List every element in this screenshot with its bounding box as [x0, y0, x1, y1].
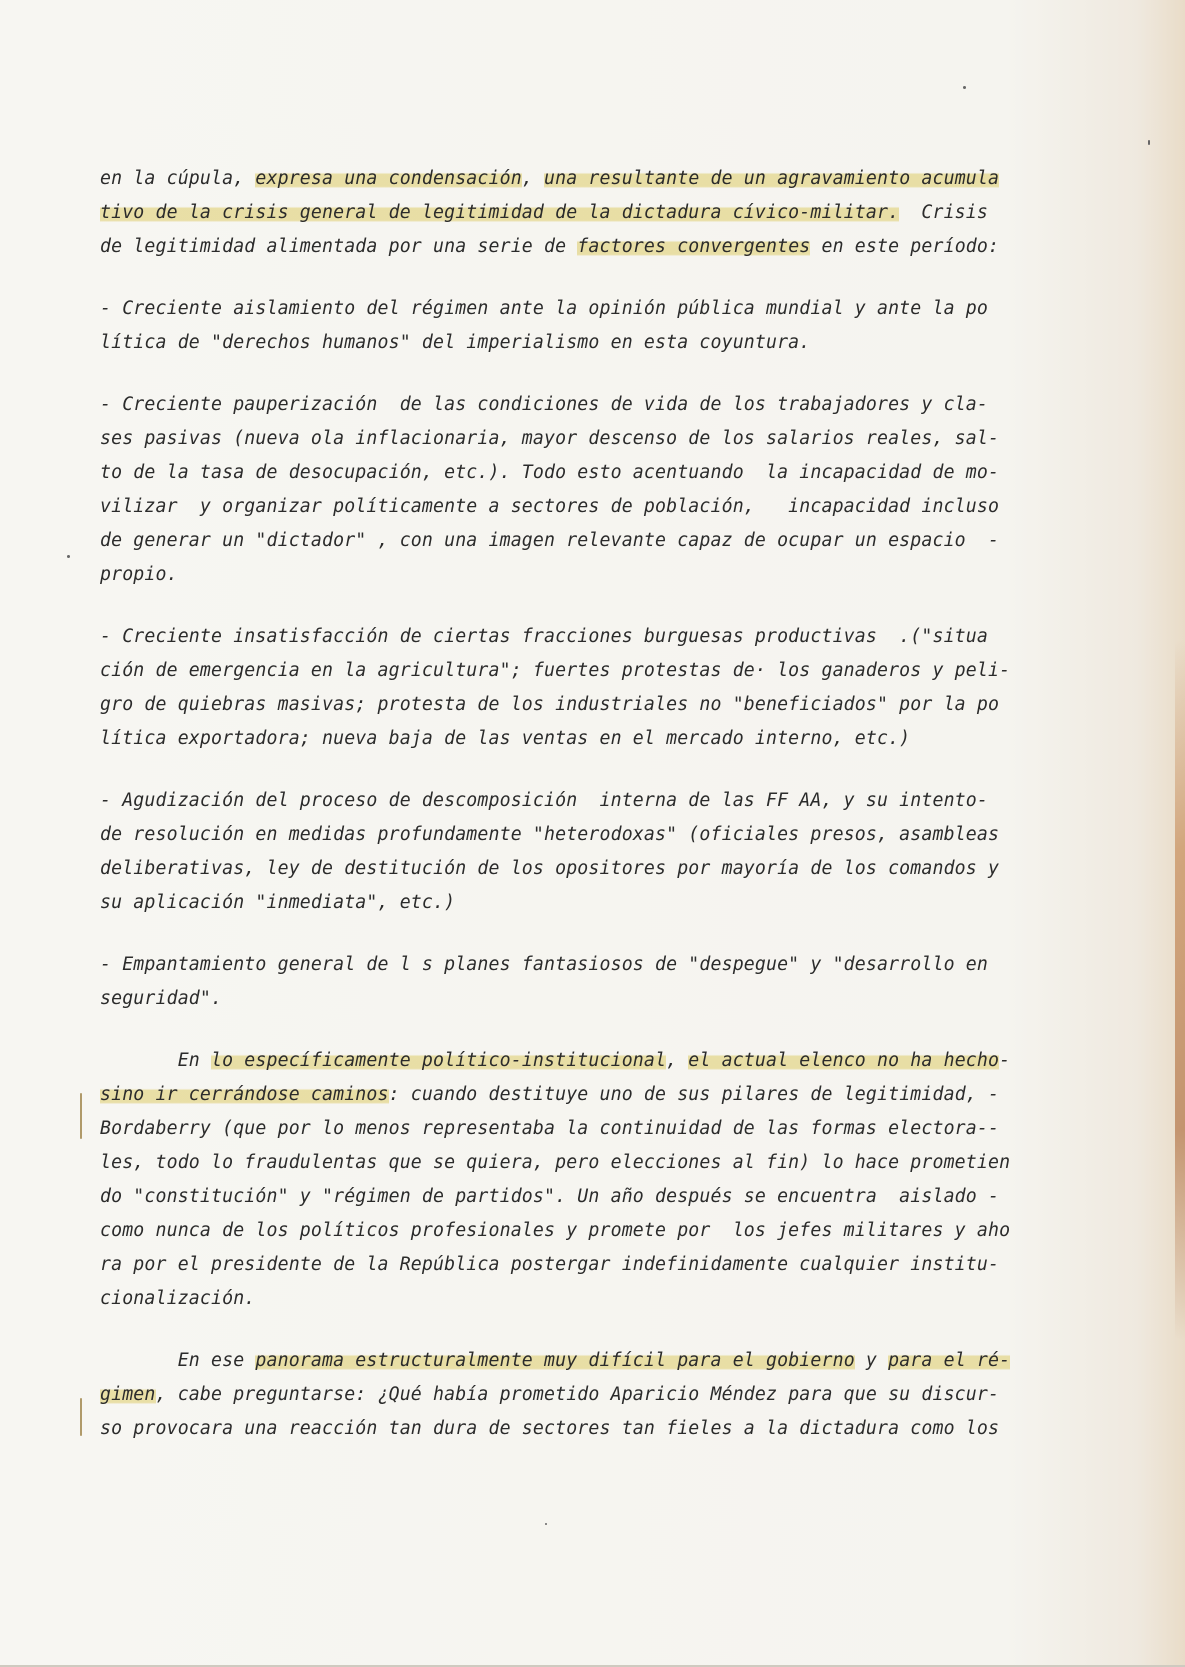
text-segment: - Creciente pauperización de las condiciones de vida de los trabajadores y cla- [100, 394, 988, 415]
text-line [100, 784, 1040, 818]
speck [67, 555, 70, 558]
highlighted-text: lo específicamente político-institucional [211, 1050, 667, 1071]
highlighted-text: para el ré- [888, 1350, 1011, 1371]
text-line [100, 388, 1040, 422]
text-segment: - Creciente insatisfacción de ciertas fracciones burguesas productivas .("situa [100, 626, 988, 647]
text-line [100, 818, 1040, 852]
text-segment: ra por el presidente de la República postergar indefinidamente cualquier institu- [100, 1254, 1000, 1275]
text-line [100, 196, 1040, 230]
text-segment: en la cúpula, [100, 168, 256, 189]
paragraph-gap [100, 264, 1040, 292]
paragraph-gap [100, 756, 1040, 784]
text-segment: to de la tasa de desocupación, etc.). Todo esto acentuando la incapacidad de mo- [100, 462, 1000, 483]
speck [545, 1523, 547, 1525]
text-segment: ses pasivas (nueva ola inflacionaria, mayor descenso de los salarios reales, sal- [100, 428, 1000, 449]
text-segment: - Empantamiento general de l s planes fantasiosos de "despegue" y "desarrollo en [100, 954, 988, 975]
text-segment: de legitimidad alimentada por una serie de [100, 236, 578, 257]
text-line [100, 948, 1040, 982]
text-segment: propio. [100, 564, 178, 585]
text-segment: les, todo lo fraudulentas que se quiera, pero elecciones al fin) lo hace prometien [100, 1152, 1011, 1173]
text-line [100, 490, 1040, 524]
text-line [100, 1146, 1040, 1180]
text-segment: Crisis [899, 202, 988, 223]
speck [963, 86, 966, 89]
text-line [100, 558, 1040, 592]
text-line [100, 1044, 1040, 1078]
text-segment: , [521, 168, 545, 189]
highlighted-text: panorama estructuralmente muy difícil para el gobierno [255, 1350, 855, 1371]
paragraph [100, 948, 1040, 1016]
paragraph-gap [100, 592, 1040, 620]
highlighted-text: gimen [100, 1384, 156, 1405]
text-line [100, 326, 1040, 360]
text-segment: vilizar y organizar políticamente a sectores de población, incapacidad incluso [100, 496, 1000, 517]
margin-pencil-mark [80, 1093, 82, 1139]
text-line [100, 852, 1040, 886]
text-line [100, 422, 1040, 456]
text-segment: y [854, 1350, 889, 1371]
text-line [100, 620, 1040, 654]
text-line [100, 982, 1040, 1016]
paragraph [100, 784, 1040, 920]
highlighted-text: factores convergentes [577, 236, 811, 257]
text-segment: - Creciente aislamiento del régimen ante la opinión pública mundial y ante la po [100, 298, 988, 319]
text-line [100, 654, 1040, 688]
paragraph [100, 1344, 1040, 1446]
text-line [100, 688, 1040, 722]
text-segment: - [999, 1050, 1011, 1071]
text-line [100, 722, 1040, 756]
text-segment: : cuando destituye uno de sus pilares de legitimidad, - [388, 1084, 1000, 1105]
text-segment: lítica de "derechos humanos" del imperialismo en esta coyuntura. [100, 332, 811, 353]
text-segment: lítica exportadora; nueva baja de las ventas en el mercado interno, etc.) [100, 728, 911, 749]
paragraph [100, 388, 1040, 592]
highlighted-text: sino ir cerrándose caminos [100, 1084, 389, 1105]
paper-stain [1175, 640, 1185, 1340]
text-segment: de resolución en medidas profundamente "heterodoxas" (oficiales presos, asambleas [100, 824, 1000, 845]
paragraph [100, 1044, 1040, 1316]
text-segment: seguridad". [100, 988, 223, 1009]
text-segment: como nunca de los políticos profesionales y promete por los jefes militares y aho [100, 1220, 1011, 1241]
text-line [100, 524, 1040, 558]
text-segment: En ese [100, 1350, 256, 1371]
text-segment: , [666, 1050, 689, 1071]
text-line [100, 456, 1040, 490]
text-line [100, 292, 1040, 326]
text-segment: en este período: [810, 236, 1000, 257]
highlighted-text: expresa una condensación [255, 168, 522, 189]
text-segment: - Agudización del proceso de descomposición interna de las FF AA, y su intento- [100, 790, 988, 811]
paragraph [100, 162, 1040, 264]
text-line [100, 1378, 1040, 1412]
text-segment: do "constitución" y "régimen de partidos". Un año después se encuentra aislado - [100, 1186, 1000, 1207]
text-line [100, 1412, 1040, 1446]
text-line [100, 886, 1040, 920]
text-segment: su aplicación "inmediata", etc.) [100, 892, 456, 913]
text-segment: so provocara una reacción tan dura de sectores tan fieles a la dictadura como los [100, 1418, 1000, 1439]
text-segment: , cabe preguntarse: ¿Qué había prometido Aparicio Méndez para que su discur- [155, 1384, 1000, 1405]
text-line [100, 1180, 1040, 1214]
margin-pencil-mark [80, 1398, 82, 1436]
text-line [100, 162, 1040, 196]
text-segment: gro de quiebras masivas; protesta de los industriales no "beneficiados" por la po [100, 694, 1000, 715]
typewritten-text [100, 162, 1040, 1446]
text-line [100, 1214, 1040, 1248]
text-segment: Bordaberry (que por lo menos representaba la continuidad de las formas electora-- [100, 1118, 1000, 1139]
text-line [100, 1248, 1040, 1282]
text-segment: de generar un "dictador" , con una imagen relevante capaz de ocupar un espacio - [100, 530, 1000, 551]
highlighted-text: el actual elenco no ha hecho [688, 1050, 1000, 1071]
speck [1148, 140, 1150, 145]
text-segment: deliberativas, ley de destitución de los opositores por mayoría de los comandos y [100, 858, 1000, 879]
highlighted-text: tivo de la crisis general de legitimidad de la dictadura cívico-militar. [100, 202, 900, 223]
text-line [100, 230, 1040, 264]
paragraph-gap [100, 360, 1040, 388]
text-segment: En [100, 1050, 211, 1071]
text-line [100, 1344, 1040, 1378]
highlighted-text: una resultante de un agravamiento acumula [544, 168, 1000, 189]
paragraph-gap [100, 920, 1040, 948]
text-line [100, 1282, 1040, 1316]
paragraph-gap [100, 1316, 1040, 1344]
text-segment: cionalización. [100, 1288, 256, 1309]
text-line [100, 1078, 1040, 1112]
paragraph-gap [100, 1016, 1040, 1044]
paragraph [100, 292, 1040, 360]
paragraph [100, 620, 1040, 756]
text-segment: ción de emergencia en la agricultura"; fuertes protestas de· los ganaderos y peli- [100, 660, 1011, 681]
text-line [100, 1112, 1040, 1146]
